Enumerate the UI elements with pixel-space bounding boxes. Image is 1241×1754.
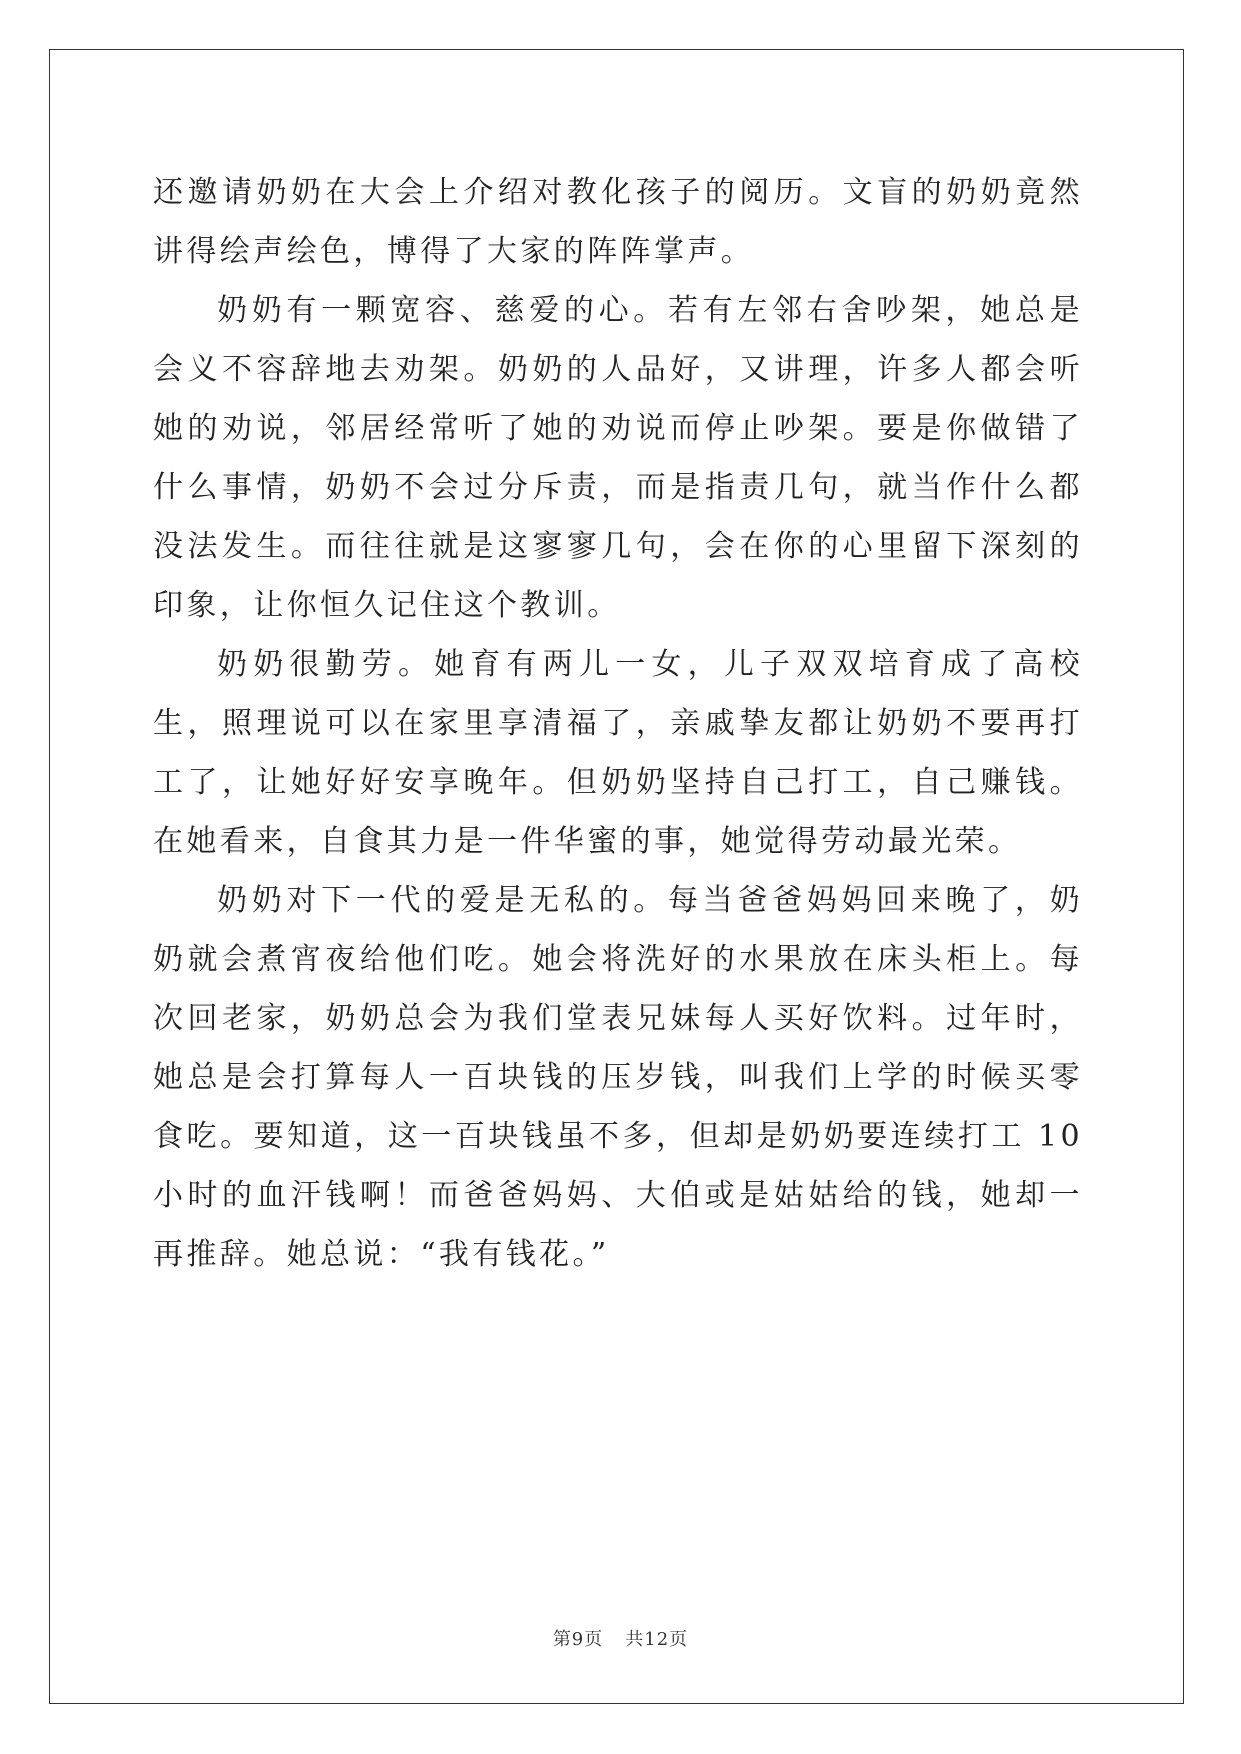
total-pages-label: 共12页 — [625, 1629, 689, 1650]
paragraph-1: 还邀请奶奶在大会上介绍对教化孩子的阅历。文盲的奶奶竟然讲得绘声绘色，博得了大家的阵阵掌声。 — [153, 175, 1083, 269]
paragraph-3: 奶奶很勤劳。她育有两儿一女，儿子双双培育成了高校生，照理说可以在家里享清福了，亲戚挚友都让奶奶不要再打工了，让她好好安享晚年。但奶奶坚持自己打工，自己赚钱。在她看来，自食其力是一件华蜜的事，她觉得劳动最光荣。 — [153, 647, 1083, 859]
paragraph-4: 奶奶对下一代的爱是无私的。每当爸爸妈妈回来晚了，奶奶就会煮宵夜给他们吃。她会将洗好的水果放在床头柜上。每次回老家，奶奶总会为我们堂表兄妹每人买好饮料。过年时，她总是会打算每人一百块钱的压岁钱，叫我们上学的时候买零食吃。要知道，这一百块钱虽不多，但却是奶奶要连续打工 10 小时的血汗钱啊！而爸爸妈妈、大伯或是姑姑给的钱，她却一再推辞。她总说：“我有钱花。” — [153, 883, 1083, 1272]
current-page-label: 第9页 — [552, 1629, 604, 1650]
document-body — [153, 163, 1083, 1284]
paragraph-2: 奶奶有一颗宽容、慈爱的心。若有左邻右舍吵架，她总是会义不容辞地去劝架。奶奶的人品好，又讲理，许多人都会听她的劝说，邻居经常听了她的劝说而停止吵架。要是你做错了什么事情，奶奶不会过分斥责，而是指责几句，就当作什么都没法发生。而往往就是这寥寥几句，会在你的心里留下深刻的印象，让你恒久记住这个教训。 — [153, 293, 1083, 623]
page-footer — [0, 1625, 1241, 1651]
